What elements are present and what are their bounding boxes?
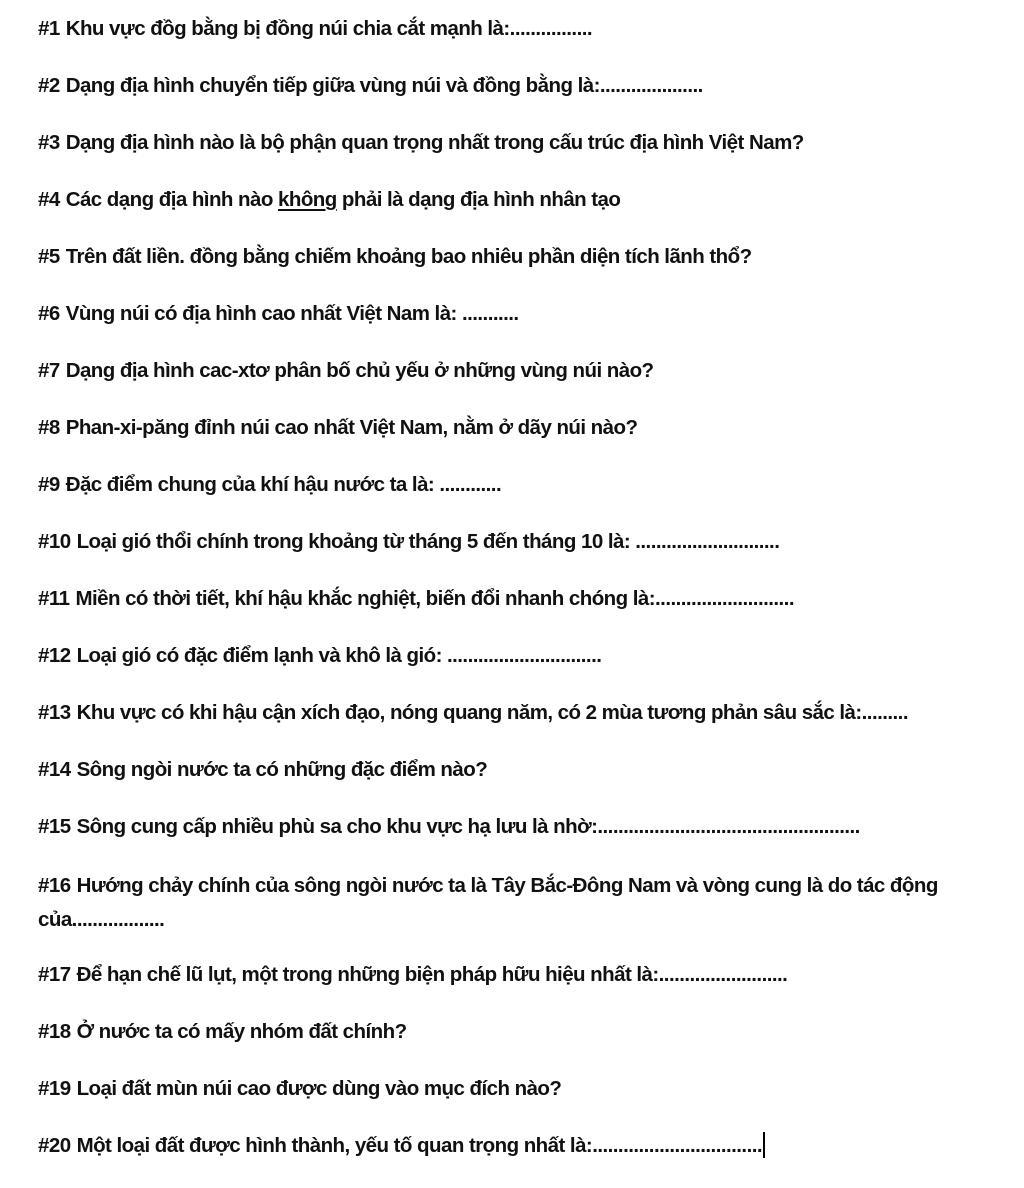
question-number: #4 — [38, 188, 60, 211]
question-number: #10 — [38, 530, 71, 553]
question-8 — [38, 413, 1022, 443]
text-cursor[interactable] — [763, 1132, 765, 1158]
question-13 — [38, 698, 1022, 728]
question-4 — [38, 185, 1022, 215]
question-10 — [38, 527, 1022, 557]
question-18 — [38, 1017, 1022, 1047]
question-12 — [38, 641, 1022, 671]
question-16 — [38, 869, 1022, 937]
question-text: Khu vực đồg bằng bị đồng núi chia cắt mạnh là:................ — [65, 17, 593, 40]
question-text: Hướng chảy chính của sông ngòi nước ta là Tây Bắc-Đông Nam và vòng cung là do tác động của.................. — [38, 874, 938, 931]
question-text: Sông cung cấp nhiều phù sa cho khu vực hạ lưu là nhờ:................................................... — [76, 815, 860, 838]
question-text: Một loại đất được hình thành, yếu tố quan trọng nhất là:................................. — [76, 1134, 763, 1157]
question-15 — [38, 812, 1022, 842]
question-7 — [38, 356, 1022, 386]
question-number: #6 — [38, 302, 60, 325]
question-9 — [38, 470, 1022, 500]
question-number: #5 — [38, 245, 60, 268]
question-text: Để hạn chế lũ lụt, một trong những biện pháp hữu hiệu nhất là:......................... — [76, 963, 788, 986]
question-11 — [38, 584, 1022, 614]
question-text: Vùng núi có địa hình cao nhất Việt Nam là: ........... — [65, 302, 519, 325]
question-17 — [38, 960, 1022, 990]
question-number: #18 — [38, 1020, 71, 1043]
question-text: Sông ngòi nước ta có những đặc điểm nào? — [76, 758, 488, 781]
question-number: #15 — [38, 815, 71, 838]
question-number: #8 — [38, 416, 60, 439]
question-text: Dạng địa hình chuyển tiếp giữa vùng núi và đồng bằng là:.................... — [65, 74, 703, 97]
question-number: #20 — [38, 1134, 71, 1157]
question-5 — [38, 242, 1022, 272]
question-text: Dạng địa hình cac-xtơ phân bố chủ yếu ở những vùng núi nào? — [65, 359, 654, 382]
question-text-after: phải là dạng địa hình nhân tạo — [341, 188, 621, 211]
question-number: #17 — [38, 963, 71, 986]
question-text: Dạng địa hình nào là bộ phận quan trọng nhất trong cấu trúc địa hình Việt Nam? — [65, 131, 804, 154]
question-number: #1 — [38, 17, 60, 40]
question-text: Loại gió có đặc điểm lạnh và khô là gió: .............................. — [76, 644, 602, 667]
question-number: #11 — [38, 587, 70, 610]
question-text: Ở nước ta có mấy nhóm đất chính? — [76, 1020, 407, 1043]
question-text: Loại đất mùn núi cao được dùng vào mục đích nào? — [76, 1077, 562, 1100]
question-number: #14 — [38, 758, 71, 781]
question-text: Đặc điểm chung của khí hậu nước ta là: ............ — [65, 473, 502, 496]
question-6 — [38, 299, 1022, 329]
question-number: #19 — [38, 1077, 71, 1100]
question-19 — [38, 1074, 1022, 1104]
question-number: #13 — [38, 701, 71, 724]
question-1 — [38, 14, 1022, 44]
question-number: #3 — [38, 131, 60, 154]
question-text: Khu vực có khi hậu cận xích đạo, nóng quang năm, có 2 mùa tương phản sâu sắc là:......... — [76, 701, 908, 724]
question-number: #2 — [38, 74, 60, 97]
question-text: Miền có thời tiết, khí hậu khắc nghiệt, biến đổi nhanh chóng là:........................... — [75, 587, 794, 610]
question-2 — [38, 71, 1022, 101]
document-page — [38, 14, 1022, 1188]
question-number: #7 — [38, 359, 60, 382]
question-number: #9 — [38, 473, 60, 496]
question-20 — [38, 1131, 1022, 1161]
underlined-word: không — [278, 188, 337, 211]
question-text-before: Các dạng địa hình nào — [65, 188, 273, 211]
question-3 — [38, 128, 1022, 158]
question-text: Trên đất liền. đồng bằng chiếm khoảng bao nhiêu phần diện tích lãnh thổ? — [65, 245, 752, 268]
question-14 — [38, 755, 1022, 785]
question-text: Phan-xi-păng đỉnh núi cao nhất Việt Nam, nằm ở dãy núi nào? — [65, 416, 638, 439]
question-text: Loại gió thổi chính trong khoảng từ tháng 5 đến tháng 10 là: ............................ — [76, 530, 780, 553]
question-number: #16 — [38, 874, 71, 897]
question-number: #12 — [38, 644, 71, 667]
